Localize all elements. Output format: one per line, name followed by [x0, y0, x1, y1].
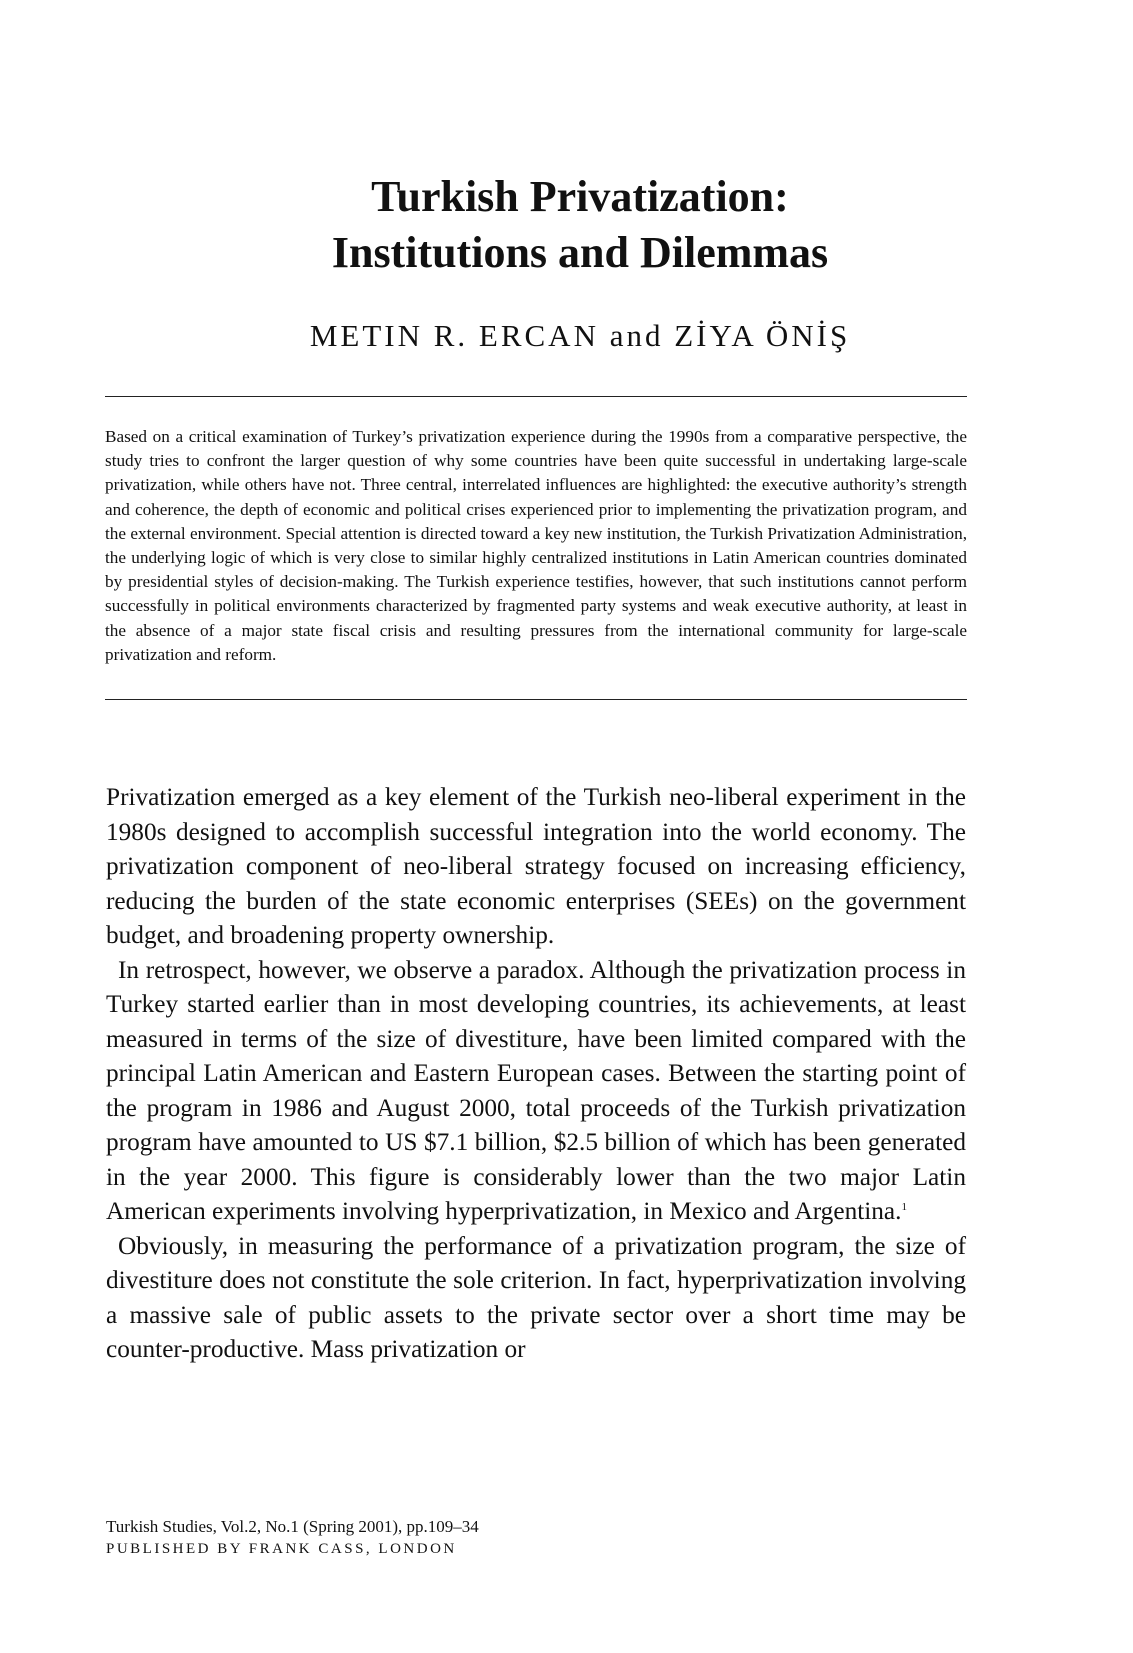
article-title-line-2: Institutions and Dilemmas [331, 228, 829, 277]
body-paragraph-3: Obviously, in measuring the performance of a privatization program, the size of divestiture does not constitute the sole criterion. In fact, hyperprivatization involving a massive sale of public assets to the private sector over a short time may be counter-productive. Mass privatization or [106, 1231, 966, 1363]
article-abstract: Based on a critical examination of Turkey’s privatization experience during the 1990s from a comparative perspective, the study tries to confront the larger question of why some countries have been quite successful in undertaking large-scale privatization, while others have not. Three central, interrelated influences are highlighted: the executive authority’s strength and coherence, the depth of economic and political crises experienced prior to implementing the privatization program, and the external environment. Special attention is directed toward a key new institution, the Turkish Privatization Administration, the underlying logic of which is very close to similar highly centralized institutions in Latin American countries dominated by presidential styles of decision-making. The Turkish experience testifies, however, that such institutions cannot perform successfully in political environments characterized by fragmented party systems and weak executive authority, at least in the absence of a major state fiscal crisis and resulting pressures from the international community for large-scale privatization and reform. [105, 427, 967, 664]
abstract-bottom-rule [105, 699, 967, 700]
article-authors: METIN R. ERCAN and ZİYA ÖNİŞ [309, 318, 851, 353]
article-title-line-1: Turkish Privatization: [371, 172, 789, 221]
abstract-top-rule [105, 396, 967, 397]
body-paragraph-2-text: In retrospect, however, we observe a paradox. Although the privatization process in Turkey started earlier than in most developing countries, its achievements, at least measured in terms of the size of divestiture, have been limited compared with the principal Latin American and Eastern European cases. Between the starting point of the program in 1986 and August 2000, total proceeds of the Turkish privatization program have amounted to US $7.1 billion, $2.5 billion of which has been generated in the year 2000. This figure is considerably lower than the two major Latin American experiments involving hyperprivatization, in Mexico and Argentina. [106, 955, 966, 1225]
footnote-reference: 1 [901, 1201, 907, 1213]
article-body [106, 780, 966, 1367]
journal-citation: Turkish Studies, Vol.2, No.1 (Spring 2001), pp.109–34 [106, 1517, 479, 1536]
page-footer [106, 1516, 479, 1560]
publisher-line: PUBLISHED BY FRANK CASS, LONDON [106, 1541, 457, 1557]
body-paragraph-1: Privatization emerged as a key element of the Turkish neo-liberal experiment in the 1980s designed to accomplish successful integration into the world economy. The privatization component of neo-liberal strategy focused on increasing efficiency, reducing the burden of the state economic enterprises (SEEs) on the government budget, and broadening property ownership. [106, 783, 966, 949]
body-paragraph-2 [106, 953, 966, 1229]
